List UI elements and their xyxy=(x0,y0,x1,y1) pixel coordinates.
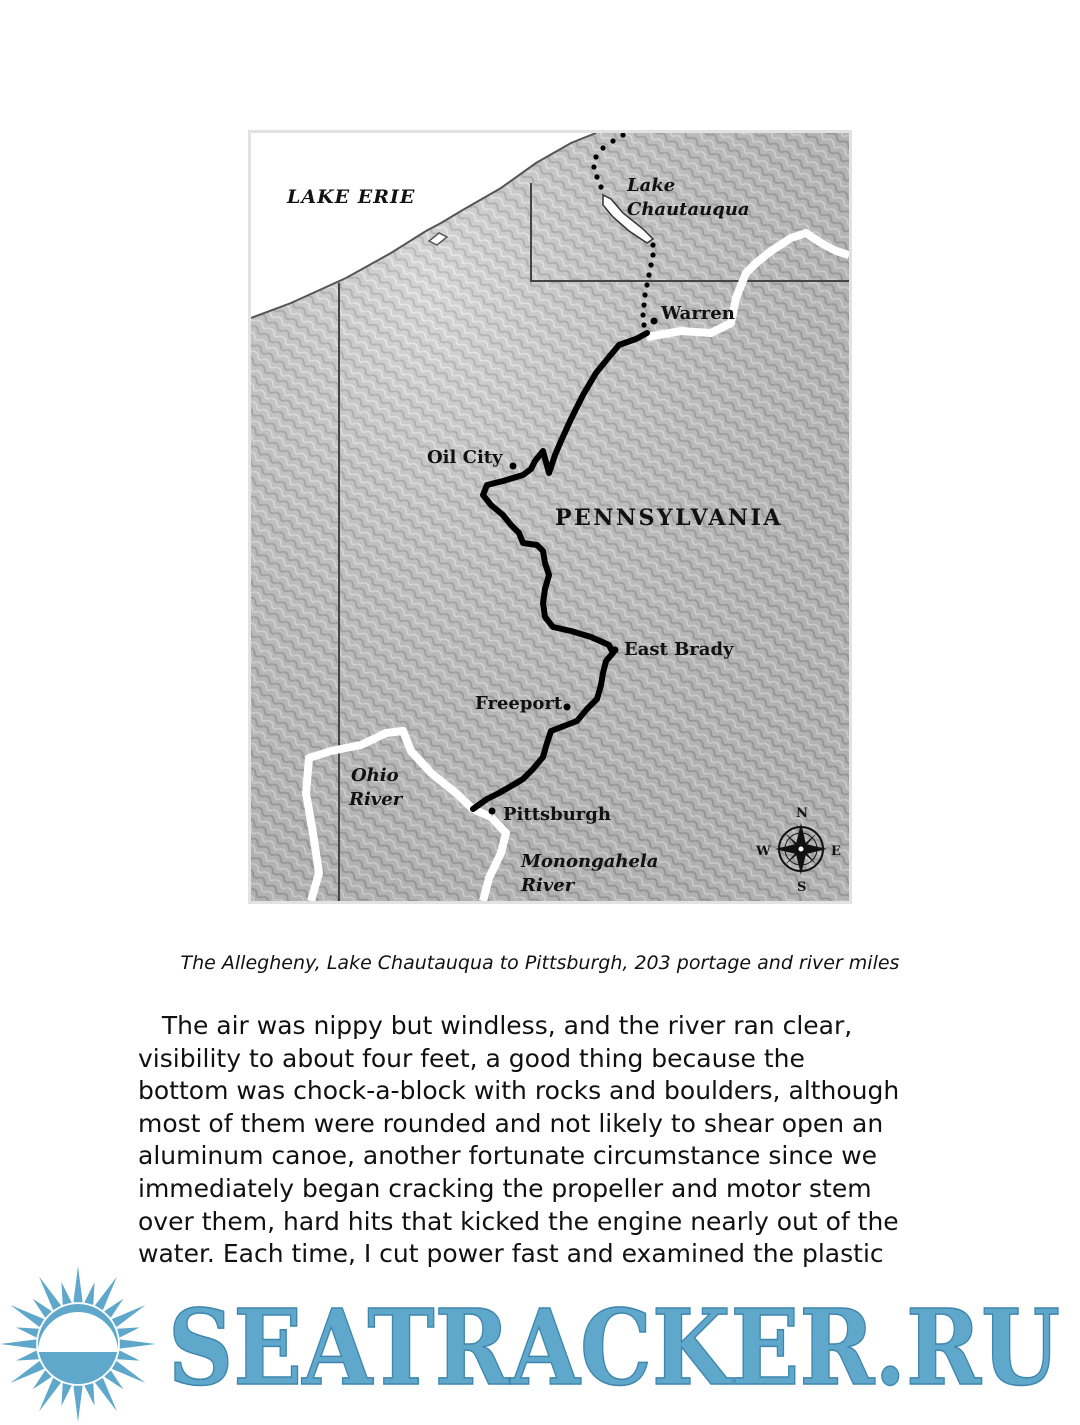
sun-ray xyxy=(117,1327,140,1337)
body-paragraph xyxy=(138,1010,978,1271)
oil-city-dot xyxy=(510,463,517,470)
body-line: The air was nippy but windless, and the river ran clear, xyxy=(138,1011,853,1040)
label-monongahela-2: River xyxy=(521,875,575,896)
map-figure xyxy=(248,130,852,904)
compass-n: N xyxy=(796,806,808,821)
warren-dot xyxy=(651,318,658,325)
freeport-dot xyxy=(564,704,571,711)
sun-ray xyxy=(61,1282,71,1305)
compass-w: W xyxy=(756,844,771,859)
sun-ray xyxy=(120,1339,156,1348)
sun-ray xyxy=(33,1299,52,1318)
body-line: immediately began cracking the propeller and motor stem xyxy=(138,1173,872,1203)
label-ohio-river-1: Ohio xyxy=(351,765,399,786)
label-lake-chautauqua-1: Lake xyxy=(627,175,676,196)
sun-ray xyxy=(73,1386,82,1422)
label-pennsylvania: PENNSYLVANIA xyxy=(555,505,783,531)
map-svg xyxy=(251,133,849,901)
sun-logo-icon xyxy=(0,1266,156,1422)
label-ohio-river-2: River xyxy=(349,789,403,810)
label-lake-chautauqua-2: Chautauqua xyxy=(627,199,750,220)
sun-ray xyxy=(16,1327,39,1337)
body-line: over them, hard hits that kicked the engine nearly out of the xyxy=(138,1206,899,1236)
watermark-text: SEATRACKER.RU xyxy=(168,1286,1060,1409)
sun-ray xyxy=(117,1350,140,1360)
label-east-brady: East Brady xyxy=(624,639,734,660)
watermark xyxy=(0,1262,1080,1425)
body-line: bottom was chock-a-block with rocks and boulders, although xyxy=(138,1076,900,1106)
sun-ray xyxy=(84,1282,94,1305)
sun-ray xyxy=(104,1370,123,1389)
body-line: aluminum canoe, another fortunate circumstance since we xyxy=(138,1141,878,1171)
compass-s: S xyxy=(797,880,807,895)
sun-ray xyxy=(84,1383,94,1406)
east-brady-dot xyxy=(612,647,619,654)
sun-ray xyxy=(61,1383,71,1406)
sun-ray xyxy=(16,1350,39,1360)
label-warren: Warren xyxy=(661,303,735,324)
label-monongahela-1: Monongahela xyxy=(521,851,659,872)
label-lake-erie: LAKE ERIE xyxy=(287,186,416,208)
sun-ray xyxy=(0,1339,36,1348)
sun-ray xyxy=(33,1370,52,1389)
body-line: most of them were rounded and not likely to shear open an xyxy=(138,1108,884,1138)
pittsburgh-dot xyxy=(489,808,496,815)
label-freeport: Freeport xyxy=(475,693,563,714)
sun-ray xyxy=(73,1266,82,1302)
map-caption: The Allegheny, Lake Chautauqua to Pittsburgh, 203 portage and river miles xyxy=(180,952,900,974)
body-line: visibility to about four feet, a good thing because the xyxy=(138,1043,805,1073)
sun-ray xyxy=(104,1299,123,1318)
label-pittsburgh: Pittsburgh xyxy=(503,804,611,825)
body-line: water. Each time, I cut power fast and examined the plastic xyxy=(138,1239,884,1269)
label-oil-city: Oil City xyxy=(427,447,503,468)
compass-e: E xyxy=(831,844,841,859)
